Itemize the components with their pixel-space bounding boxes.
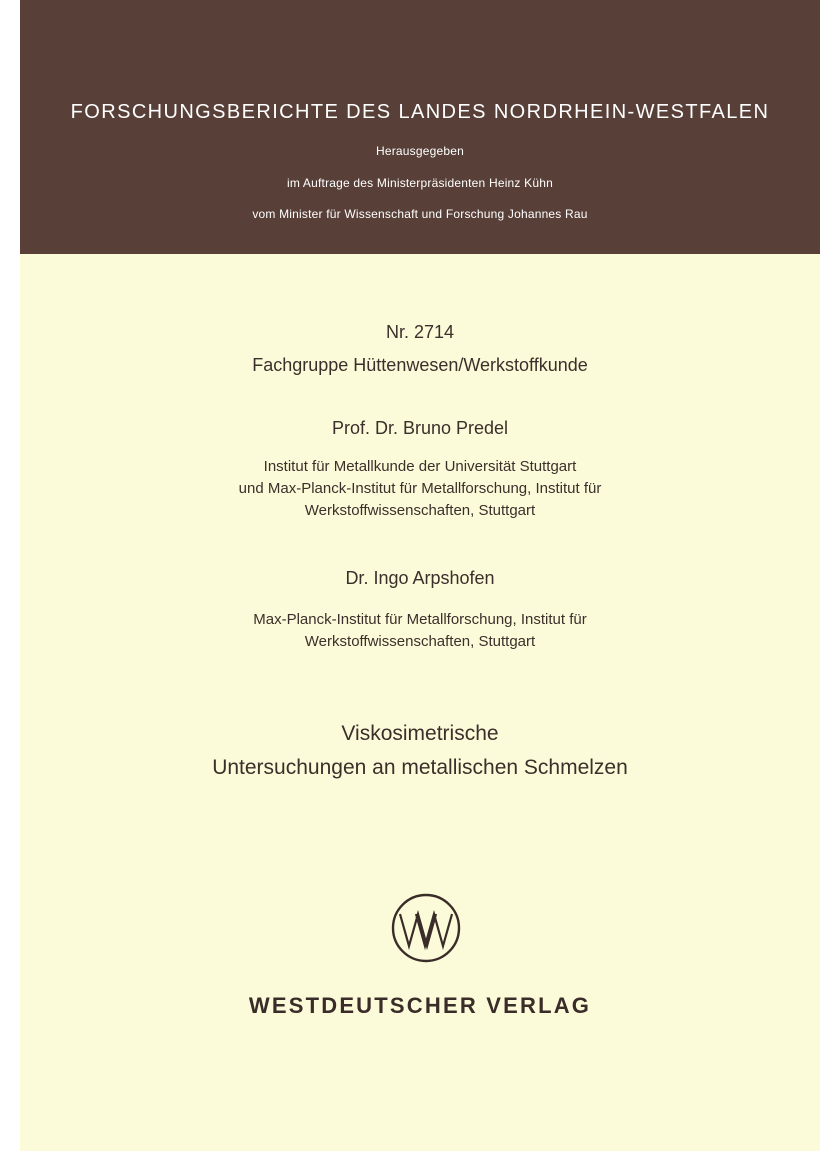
book-cover <box>20 0 820 1151</box>
author-name-2: Dr. Ingo Arpshofen <box>345 568 495 588</box>
report-number: Nr. 2714 <box>385 322 455 342</box>
affiliation-line: Werkstoffwissenschaften, Stuttgart <box>304 633 536 650</box>
author-affiliation-2 <box>20 609 820 653</box>
report-group: Fachgruppe Hüttenwesen/Werkstoffkunde <box>252 355 588 375</box>
author-name-1: Prof. Dr. Bruno Predel <box>331 418 509 438</box>
author-affiliation-1 <box>20 456 820 522</box>
series-title: FORSCHUNGSBERICHTE DES LANDES NORDRHEIN-WESTFALEN <box>70 101 770 123</box>
series-editor-line-3: vom Minister für Wissenschaft und Forschung Johannes Rau <box>252 207 588 221</box>
affiliation-line: Institut für Metallkunde der Universität Stuttgart <box>263 458 577 475</box>
affiliation-line: Max-Planck-Institut für Metallforschung, Institut für <box>253 611 587 628</box>
book-title-line-2: Untersuchungen an metallischen Schmelzen <box>212 756 628 779</box>
affiliation-line: und Max-Planck-Institut für Metallforschung, Institut für <box>238 480 602 497</box>
affiliation-line: Werkstoffwissenschaften, Stuttgart <box>304 502 536 519</box>
book-title <box>20 717 820 785</box>
publisher-name: WESTDEUTSCHER VERLAG <box>248 993 592 1018</box>
book-title-line-1: Viskosimetrische <box>341 722 499 745</box>
series-header-band <box>20 0 820 254</box>
series-editor-line-1: Herausgegeben <box>375 144 464 158</box>
westdeutscher-verlag-logo-icon <box>390 892 462 964</box>
series-editor-line-2: im Auftrage des Ministerpräsidenten Heinz Kühn <box>286 176 553 190</box>
